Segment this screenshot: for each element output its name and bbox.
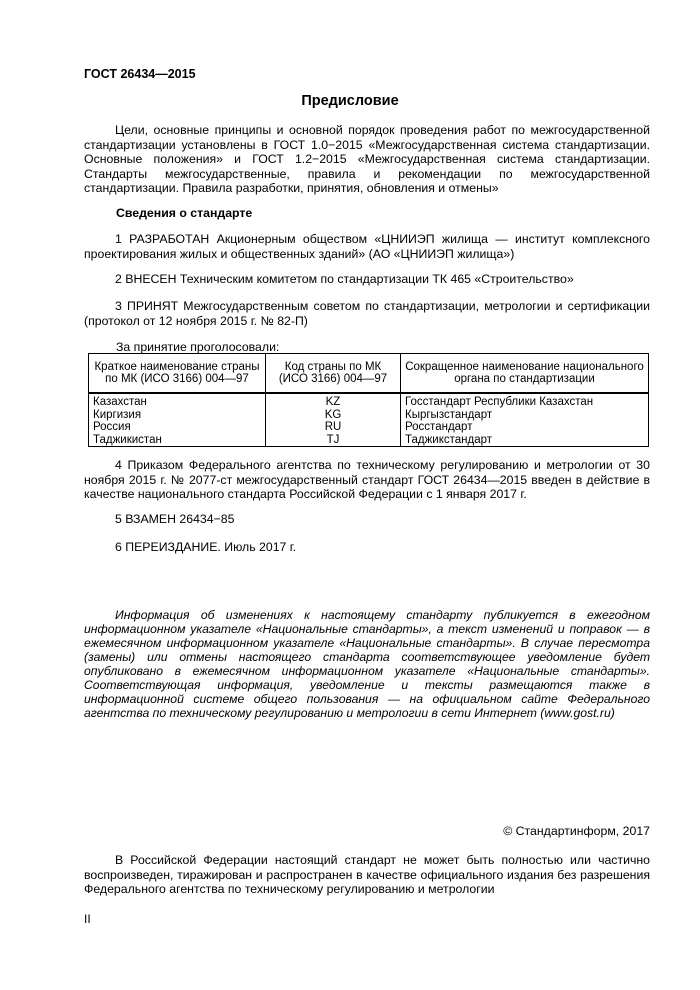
table-header-row xyxy=(89,354,649,394)
item-developed: 1 РАЗРАБОТАН Акционерным обществом «ЦНИИЭП жилища — институт комплексного проектирования жилых и общественных зданий» (АО «ЦНИИЭП жилища») xyxy=(84,232,650,261)
body-cell: Кыргызстандарт xyxy=(401,409,649,422)
copyright: © Стандартинформ, 2017 xyxy=(503,824,650,838)
table-row xyxy=(89,434,649,447)
item-introduced: 2 ВНЕСЕН Техническим комитетом по стандартизации ТК 465 «Строительство» xyxy=(115,272,574,286)
body-cell: Госстандарт Республики Казахстан xyxy=(401,393,649,409)
reproduction-notice: В Российской Федерации настоящий стандарт не может быть полностью или частично воспроизведен, тиражирован и распространен в качестве официального издания без разрешения Федерального агентства по техническому регулированию и метрологии xyxy=(84,853,650,896)
table-row xyxy=(89,421,649,434)
item-replaces: 5 ВЗАМЕН 26434−85 xyxy=(115,512,235,526)
standard-number: ГОСТ 26434—2015 xyxy=(84,67,196,81)
table-row xyxy=(89,393,649,409)
item-adopted: 3 ПРИНЯТ Межгосударственным советом по стандартизации, метрологии и сертификации (протокол от 12 ноября 2015 г. № 82-П) xyxy=(84,299,650,328)
code-cell: KZ xyxy=(266,393,401,409)
country-cell: Таджикистан xyxy=(89,434,266,447)
body-cell: Росстандарт xyxy=(401,421,649,434)
changes-info-note: Информация об изменениях к настоящему стандарту публикуется в ежегодном информационном указателе «Национальные стандарты», а текст изменений и поправок — в ежемесячном информационном указателе «Национальные стандарты». В случае пересмотра (замены) или отмены настоящего стандарта соответствующее уведомление будет опубликовано в ежемесячном информационном указателе «Национальные стандарты». Соответствующая информация, уведомление и тексты размещаются также в информационной системе общего пользования — на официальном сайте Федерального агентства по техническому регулированию и метрологии в сети Интернет (www.gost.ru) xyxy=(84,608,650,720)
col-code-header: Код страны по МК (ИСО 3166) 004—97 xyxy=(266,354,401,394)
intro-paragraph: Цели, основные принципы и основной порядок проведения работ по межгосударственной стандартизации установлены в ГОСТ 1.0−2015 «Межгосударственная система стандартизации. Основные положения» и ГОСТ 1.2−2015 «Межгосударственная система стандартизации. Стандарты межгосударственные, правила и рекомендации по межгосударственной стандартизации. Правила разработки, принятия, обновления и отмены» xyxy=(84,123,650,195)
col-country-header: Краткое наименование страны по МК (ИСО 3166) 004—97 xyxy=(89,354,266,394)
table-row xyxy=(89,409,649,422)
item-reissue: 6 ПЕРЕИЗДАНИЕ. Июль 2017 г. xyxy=(115,540,297,554)
voting-table xyxy=(88,353,649,447)
body-cell: Таджикстандарт xyxy=(401,434,649,447)
section-subheading: Сведения о стандарте xyxy=(116,206,253,220)
code-cell: RU xyxy=(266,421,401,434)
code-cell: KG xyxy=(266,409,401,422)
country-cell: Россия xyxy=(89,421,266,434)
code-cell: TJ xyxy=(266,434,401,447)
page-title: Предисловие xyxy=(301,93,399,109)
page-number: II xyxy=(84,912,91,926)
country-cell: Киргизия xyxy=(89,409,266,422)
col-body-header: Сокращенное наименование национального органа по стандартизации xyxy=(401,354,649,394)
item-order: 4 Приказом Федерального агентства по техническому регулированию и метрологии от 30 ноября 2015 г. № 2077-ст межгосударственный стандарт ГОСТ 26434—2015 введен в действие в качестве национального стандарта Российской Федерации с 1 января 2017 г. xyxy=(84,458,650,501)
country-cell: Казахстан xyxy=(89,393,266,409)
vote-caption: За принятие проголосовали: xyxy=(116,340,280,354)
